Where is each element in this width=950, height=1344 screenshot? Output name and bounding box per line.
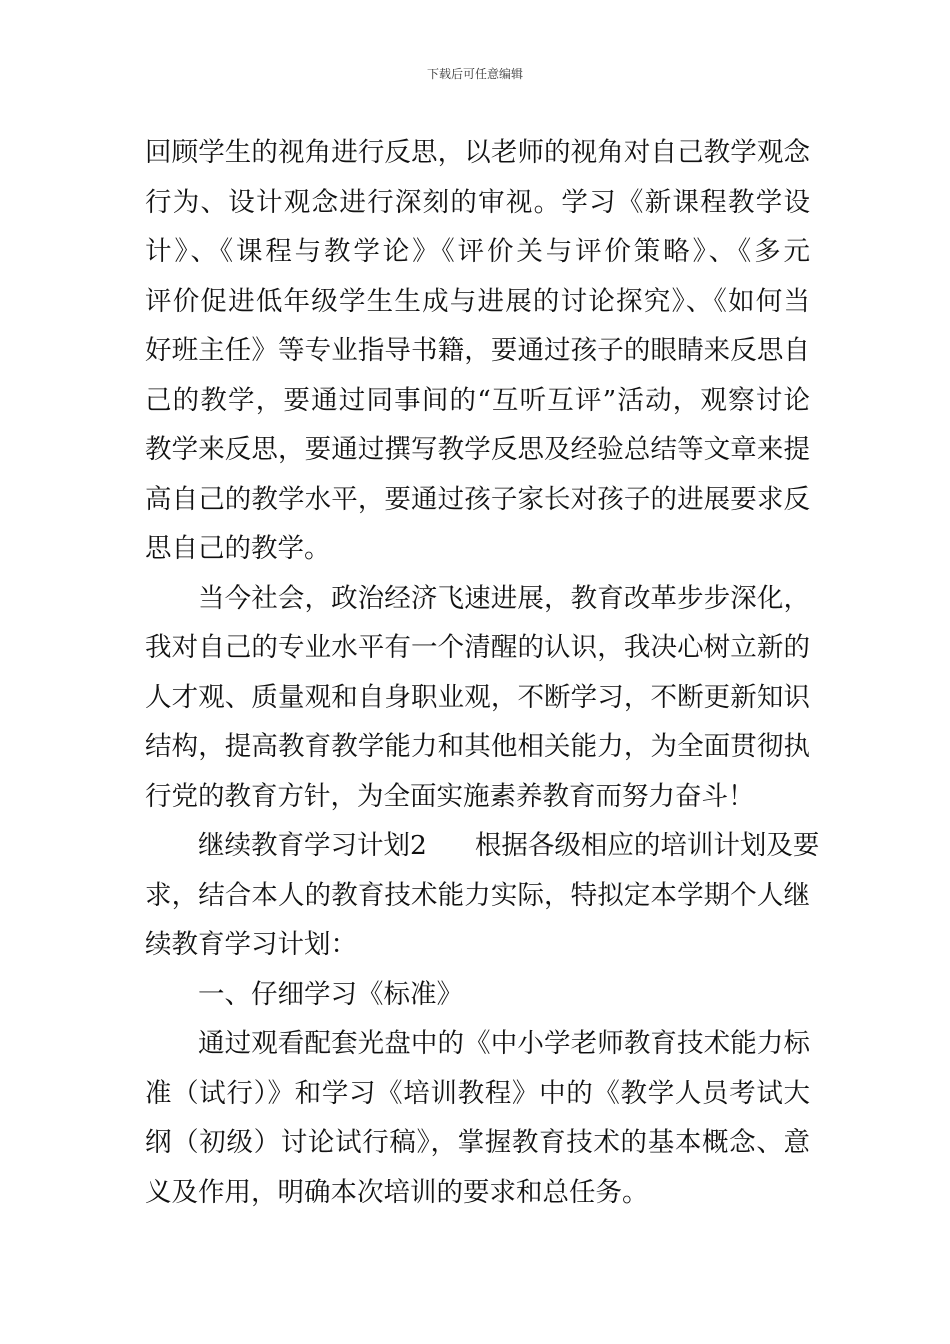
text-line: 纲（初级）讨论试行稿》，掌握教育技术的基本概念、意 (145, 1127, 810, 1158)
text-line: 行为、设计观念进行深刻的审视。学习《新课程教学设 (145, 186, 810, 218)
text-line: 好班主任》等专业指导书籍，要通过孩子的眼睛来反思自 (145, 335, 810, 366)
paragraph-2 (145, 574, 810, 822)
text-line: 己的教学，要通过同事间的“互听互评”活动，观察讨论 (145, 384, 810, 416)
text-line: 计》、《课程与教学论》《评价关与评价策略》、《多元 (145, 236, 810, 267)
text-line: 续教育学习计划： (145, 929, 357, 960)
paragraph-4 (145, 970, 810, 1020)
text-line (145, 821, 820, 871)
text-line: 我对自己的专业水平有一个清醒的认识，我决心树立新的 (145, 632, 810, 663)
text-line: 思自己的教学。 (145, 533, 331, 564)
text-line: 求，结合本人的教育技术能力实际，特拟定本学期个人继 (145, 879, 810, 911)
section-title: 继续教育学习计划2 (198, 830, 427, 861)
paragraph-3 (145, 821, 820, 970)
text-line: 高自己的教学水平，要通过孩子家长对孩子的进展要求反 (145, 483, 810, 515)
section-heading: 一、仔细学习《标准》 (198, 978, 463, 1010)
text-line: 行党的教育方针，为全面实施素养教育而努力奋斗！ (145, 780, 755, 812)
page-header: 下载后可任意编辑 (426, 67, 523, 81)
document-body (145, 128, 820, 1217)
text-line: 评价促进低年级学生生成与进展的讨论探究》、《如何当 (145, 285, 810, 317)
section-intro: 根据各级相应的培训计划及要 (474, 830, 820, 861)
text-line: 回顾学生的视角进行反思，以老师的视角对自己教学观念 (145, 137, 810, 168)
paragraph-1 (145, 128, 810, 574)
text-line: 准（试行）》和学习《培训教程》中的《教学人员考试大 (145, 1077, 810, 1109)
text-line: 结构，提高教育教学能力和其他相关能力，为全面贯彻执 (145, 731, 810, 762)
text-line: 义及作用，明确本次培训的要求和总任务。 (145, 1176, 649, 1208)
text-line: 人才观、质量观和自身职业观，不断学习，不断更新知识 (145, 681, 810, 713)
paragraph-5 (145, 1019, 810, 1217)
text-line: 当今社会，政治经济飞速进展，教育改革步步深化， (198, 582, 810, 614)
text-line: 通过观看配套光盘中的《中小学老师教育技术能力标 (198, 1028, 810, 1059)
text-line: 教学来反思，要通过撰写教学反思及经验总结等文章来提 (145, 434, 810, 465)
